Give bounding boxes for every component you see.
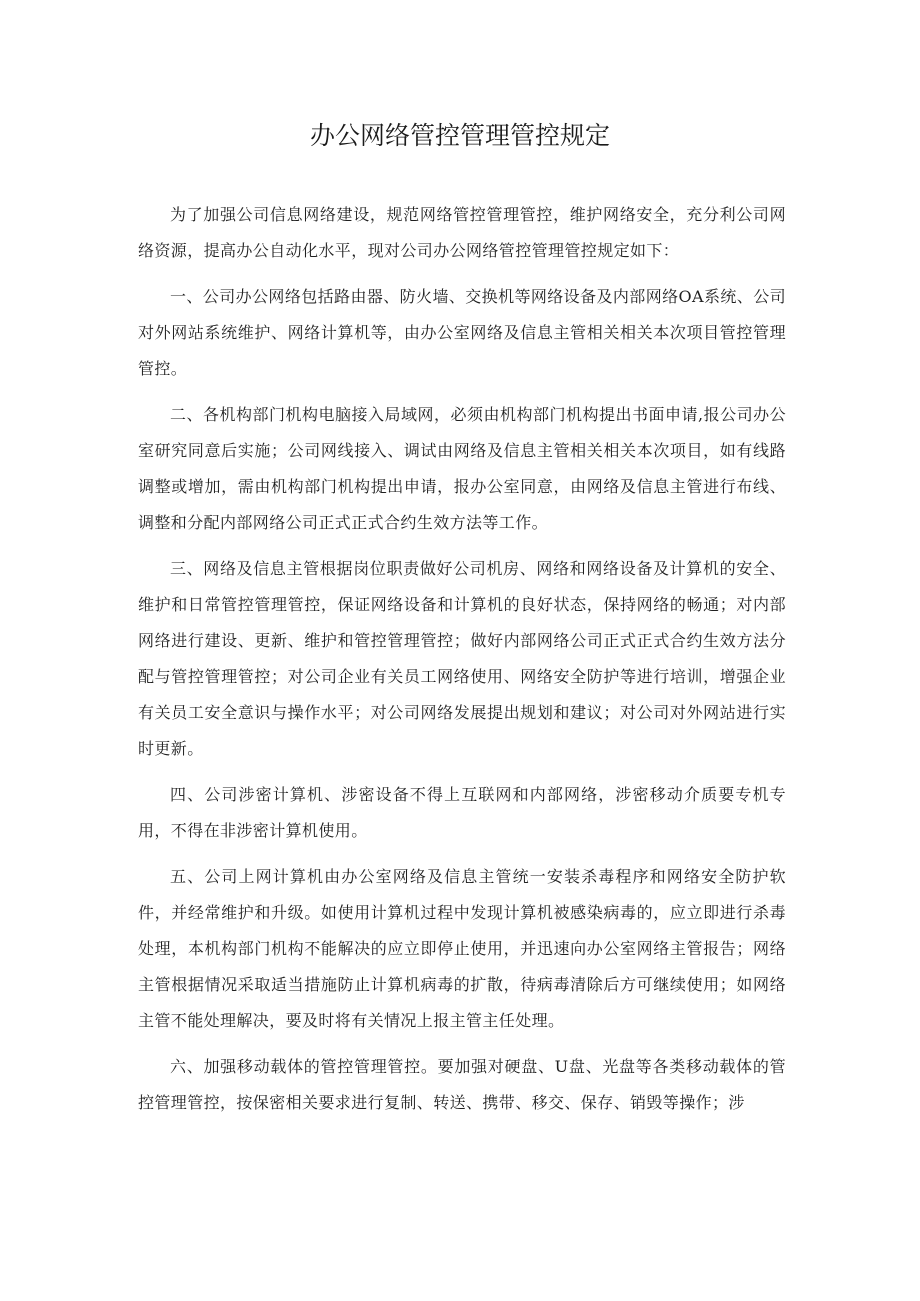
document-body: [138, 197, 786, 1131]
paragraph-intro: 为了加强公司信息网络建设，规范网络管控管理管控，维护网络安全，充分利公司网络资源，提高办公自动化水平，现对公司办公网络管控管理管控规定如下：: [138, 205, 786, 260]
paragraph-item-1: 一、公司办公网络包括路由器、防火墙、交换机等网络设备及内部网络OA系统、公司对外网站系统维护、网络计算机等，由办公室网络及信息主管相关相关本次项目管控管理管控。: [138, 287, 786, 378]
document-title: 办公网络管控管理管控规定: [309, 121, 610, 150]
paragraph-item-4: 四、公司涉密计算机、涉密设备不得上互联网和内部网络，涉密移动介质要专机专用，不得在非涉密计算机使用。: [138, 785, 786, 840]
paragraph-item-2: 二、各机构部门机构电脑接入局域网，必须由机构部门机构提出书面申请,报公司办公室研究同意后实施；公司网线接入、调试由网络及信息主管相关相关本次项目，如有线路调整或增加，需由机构部门机构提出申请，报办公室同意，由网络及信息主管进行布线、调整和分配内部网络公司正式正式合约生效方法等工作。: [138, 405, 786, 532]
paragraph-item-5: 五、公司上网计算机由办公室网络及信息主管统一安装杀毒程序和网络安全防护软件，并经常维护和升级。如使用计算机过程中发现计算机被感染病毒的，应立即进行杀毒处理，本机构部门机构不能解决的应立即停止使用，并迅速向办公室网络主管报告；网络主管根据情况采取适当措施防止计算机病毒的扩散，待病毒清除后方可继续使用；如网络主管不能处理解决，要及时将有关情况上报主管主任处理。: [138, 867, 786, 1030]
paragraph-item-3: 三、网络及信息主管根据岗位职责做好公司机房、网络和网络设备及计算机的安全、维护和日常管控管理管控，保证网络设备和计算机的良好状态，保持网络的畅通；对内部网络进行建设、更新、维护和管控管理管控；做好内部网络公司正式正式合约生效方法分配与管控管理管控；对公司企业有关员工网络使用、网络安全防护等进行培训，增强企业有关员工安全意识与操作水平；对公司网络发展提出规划和建议；对公司对外网站进行实时更新。: [138, 559, 786, 758]
paragraph-item-6: 六、加强移动载体的管控管理管控。要加强对硬盘、U盘、光盘等各类移动载体的管控管理管控，按保密相关要求进行复制、转送、携带、移交、保存、销毁等操作；涉: [138, 1057, 786, 1112]
